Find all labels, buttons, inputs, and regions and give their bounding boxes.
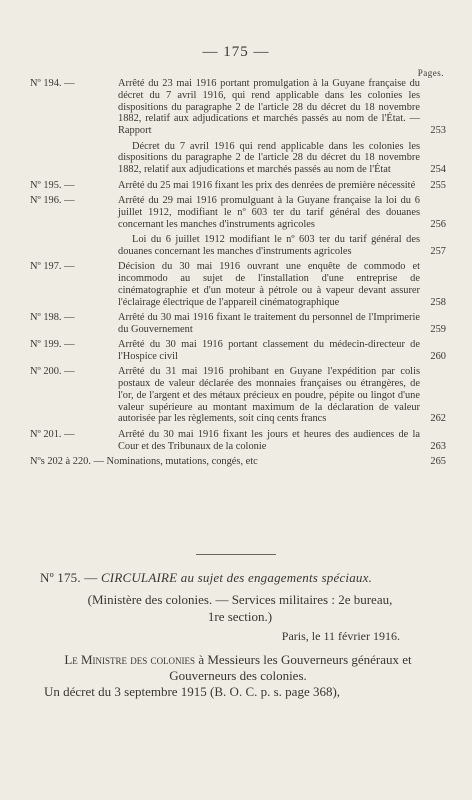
toc-entry-197 [30,261,446,308]
toc-entry-decret [30,141,446,176]
toc-entry-194 [30,78,446,137]
toc-entry-200 [30,366,446,425]
toc-entry-195 [30,180,446,192]
body-paragraph: Un décret du 3 septembre 1915 (B. O. C. p. s. page 368), [44,684,341,699]
circular-number: Nº 175. — [40,570,98,585]
toc-entry-201 [30,429,446,453]
entry-number: Nº 194. — [30,78,75,89]
entry-page: 262 [430,413,446,425]
ministry-reference [40,591,440,625]
toc-entry-loi [30,234,446,258]
entry-text: Arrêté du 31 mai 1916 prohibant en Guyane l'expédition par colis postaux de valeur déclarée des monnaies françaises ou étrangères, de l'or, de l'argent et des métaux précieux en poudre, pépite ou lingot d'une valeur supérieure au montant maximum de la déclaration de valeur autorisée par les règlements, soit cinq cents francs [118,366,420,425]
circular-title: CIRCULAIRE au sujet des engagements spéciaux. [100,570,373,585]
toc-entry-198 [30,312,446,336]
entry-page: 257 [430,245,446,257]
entry-number: Nº 196. — [30,194,75,206]
pages-column-label: Pages. [417,68,444,78]
entry-text: Arrêté du 30 mai 1916 fixant le traitement du personnel de l'Imprimerie du Gouvernement [118,311,420,335]
ministry-line-2: 1re section.) [207,609,273,624]
ministry-line-1: (Ministère des colonies. — Services militaires : 2e bureau, [87,592,393,607]
entry-page: 254 [430,164,446,176]
entry-text: Arrêté du 30 mai 1916 fixant les jours et heures des audiences de la Cour et des Tribunaux de la colonie [118,428,420,452]
entry-page: 263 [430,440,446,452]
entry-page: 260 [430,350,446,362]
toc-entry-199 [30,339,446,363]
toc-entry-202-220 [30,456,446,468]
table-of-contents [30,78,446,471]
salutation [36,652,440,684]
salutation-rest: à Messieurs les Gouverneurs généraux et Gouverneurs des colonies. [169,652,412,683]
entry-text: Arrêté du 30 mai 1916 portant classement du médecin-directeur de l'Hospice civil [118,339,420,362]
toc-entry-196 [30,195,446,230]
entry-page: 256 [430,218,446,230]
entry-page: 259 [430,323,446,335]
entry-number: Nº 195. — [30,179,75,191]
page-number: — 175 — [202,44,270,60]
entry-text: Arrêté du 29 mai 1916 promulguant à la Guyane française la loi du 6 juillet 1912, modifiant le nº 603 ter du tarif général des douanes concernant les manches d'instruments agricoles [118,194,420,230]
entry-number: Nº 198. — [30,311,75,323]
entry-page: 255 [430,179,446,191]
entry-page: 253 [430,125,446,137]
entry-number: Nº 200. — [30,366,75,378]
entry-number: Nº 197. — [30,261,75,273]
entry-text: Nºs 202 à 220. — Nominations, mutations, congés, etc [30,456,258,468]
entry-text: Loi du 6 juillet 1912 modifiant le nº 603 ter du tarif général des douanes concernant les manches d'instruments agricoles [118,233,420,257]
entry-number: Nº 201. — [30,428,75,440]
entry-number: Nº 199. — [30,339,75,351]
entry-text: Arrêté du 25 mai 1916 fixant les prix des denrées de première nécessité [118,179,416,191]
entry-page: 258 [430,296,446,308]
entry-text: Décision du 30 mai 1916 ouvrant une enquête de commodo et incommodo au sujet de l'installation d'une entreprise de cinématographie et d'un moteur à pétrole ou à vapeur devant assurer l'éclairage électrique de l'appareil cinématographique [118,261,420,308]
circular-heading [40,570,440,586]
section-divider [196,554,276,555]
entry-text: Décret du 7 avril 1916 qui rend applicable dans les colonies les dispositions du paragraphe 2 de l'article 28 du décret du 18 novembre 1882, relatif aux adjudications et marchés passés au nom de l'État [118,140,420,176]
entry-page: 265 [430,456,446,468]
entry-text: Arrêté du 23 mai 1916 portant promulgation à la Guyane française du décret du 7 avril 1916, qui rend applicable dans les colonies les dispositions du paragraphe 2 de l'article 28 du décret du 18 novembre 1882, relatif aux adjudications et marchés passés au nom de l'État. — Rapport [118,78,420,137]
salutation-lead: Le Ministre des colonies [64,652,196,667]
dateline: Paris, le 11 février 1916. [281,629,400,643]
